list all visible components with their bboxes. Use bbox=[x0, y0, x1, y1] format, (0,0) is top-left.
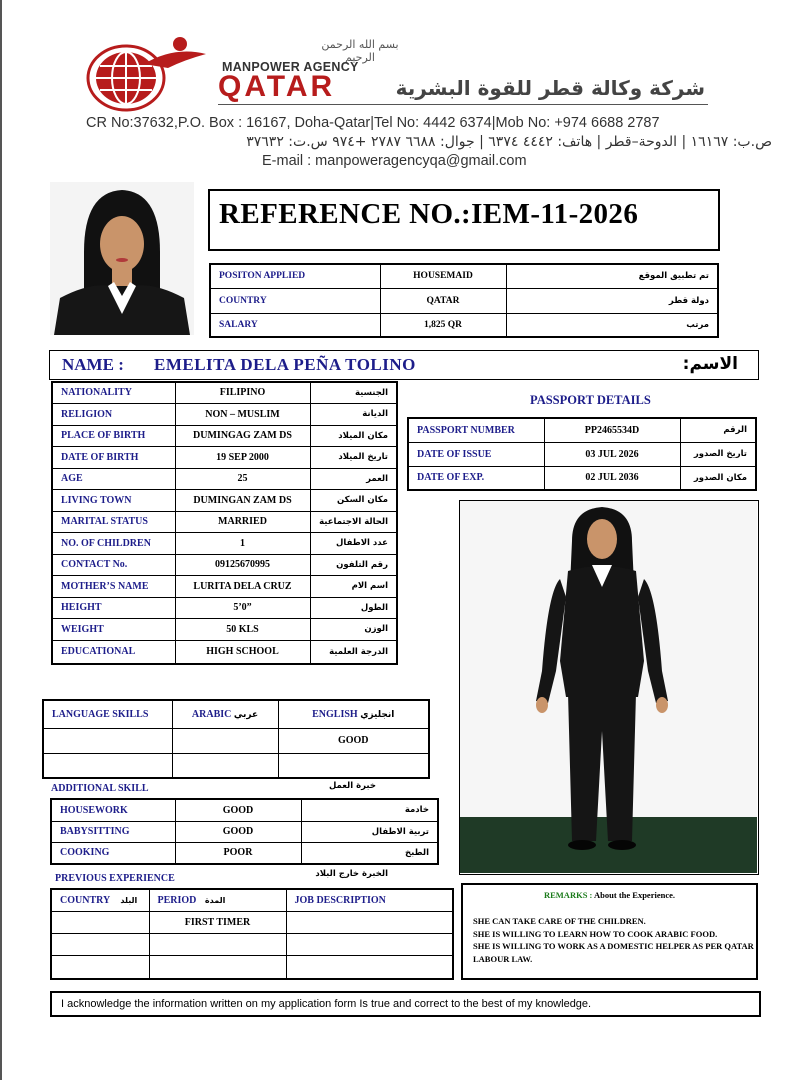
personal-value: HIGH SCHOOL bbox=[175, 640, 310, 664]
personal-label: NATIONALITY bbox=[52, 382, 175, 403]
babysitting-row bbox=[51, 821, 438, 842]
english-column bbox=[278, 700, 429, 728]
personal-arabic: عدد الاطفال bbox=[310, 532, 397, 554]
personal-value: 50 KLS bbox=[175, 618, 310, 640]
personal-row bbox=[52, 382, 397, 403]
experience-header-row bbox=[51, 889, 453, 911]
header-divider bbox=[218, 104, 708, 105]
salary-row bbox=[210, 313, 718, 337]
empty-cell bbox=[149, 933, 286, 955]
personal-arabic: الجنسية bbox=[310, 382, 397, 403]
position-label: POSITON APPLIED bbox=[210, 264, 380, 288]
additional-skill-title: ADDITIONAL SKILL bbox=[51, 783, 149, 794]
personal-label: NO. OF CHILDREN bbox=[52, 532, 175, 554]
personal-arabic: الوزن bbox=[310, 618, 397, 640]
period-column-arabic: المدة bbox=[204, 895, 226, 905]
remarks-box bbox=[461, 883, 758, 980]
salary-value: 1,825 QR bbox=[380, 313, 506, 337]
position-arabic: تم تطبيق الموقع bbox=[506, 264, 718, 288]
passport-issue-row bbox=[408, 442, 756, 466]
passport-number-value: PP2465534D bbox=[544, 418, 680, 442]
personal-arabic: الطول bbox=[310, 597, 397, 618]
passport-exp-label: DATE OF EXP. bbox=[408, 466, 544, 490]
housework-value: GOOD bbox=[175, 799, 301, 821]
country-arabic: دولة قطر bbox=[506, 288, 718, 313]
experience-blank-row bbox=[51, 933, 453, 955]
contact-line-arabic: ص.ب: ١٦١٦٧ | الدوحة–قطر | هاتف: ٤٤٤٢ ٦٣٧٤ | جوال: ٦٦٨٨ ٢٧٨٧ +٩٧٤ س.ت: ٣٧٦٣٢ bbox=[246, 134, 772, 150]
previous-experience-title-arabic: الخبرة خارج البلاد bbox=[315, 869, 388, 879]
salary-label: SALARY bbox=[210, 313, 380, 337]
remarks-line: SHE IS WILLING TO WORK AS A DOMESTIC HELPER AS PER QATAR LABOUR LAW. bbox=[473, 941, 754, 964]
personal-label: WEIGHT bbox=[52, 618, 175, 640]
position-value: HOUSEMAID bbox=[380, 264, 506, 288]
additional-skill-title-arabic: خبرة العمل bbox=[328, 781, 376, 791]
personal-label: CONTACT No. bbox=[52, 554, 175, 575]
remarks-line: SHE CAN TAKE CARE OF THE CHILDREN. bbox=[473, 916, 646, 926]
personal-label: EDUCATIONAL bbox=[52, 640, 175, 664]
applicant-headshot bbox=[50, 182, 194, 335]
personal-label: DATE OF BIRTH bbox=[52, 446, 175, 468]
passport-issue-value: 03 JUL 2026 bbox=[544, 442, 680, 466]
personal-value: MARRIED bbox=[175, 511, 310, 532]
arabic-column bbox=[172, 700, 278, 728]
bismillah: بسم الله الرحمن الرحيم bbox=[321, 38, 399, 64]
personal-row bbox=[52, 446, 397, 468]
personal-arabic: العمر bbox=[310, 468, 397, 489]
babysitting-value: GOOD bbox=[175, 821, 301, 842]
personal-row bbox=[52, 618, 397, 640]
passport-exp-value: 02 JUL 2036 bbox=[544, 466, 680, 490]
experience-table bbox=[50, 888, 454, 980]
cooking-value: POOR bbox=[175, 842, 301, 864]
empty-cell bbox=[149, 955, 286, 979]
passport-number-row bbox=[408, 418, 756, 442]
language-blank-row bbox=[43, 753, 429, 778]
empty-cell bbox=[51, 933, 149, 955]
language-table bbox=[42, 699, 430, 779]
personal-arabic: رقم التلفون bbox=[310, 554, 397, 575]
passport-number-arabic: الرقم bbox=[680, 418, 756, 442]
passport-issue-label: DATE OF ISSUE bbox=[408, 442, 544, 466]
personal-label: MOTHER’S NAME bbox=[52, 575, 175, 597]
remarks-title: REMARKS : bbox=[543, 890, 593, 900]
personal-value: 5’0” bbox=[175, 597, 310, 618]
personal-row bbox=[52, 532, 397, 554]
personal-value: LURITA DELA CRUZ bbox=[175, 575, 310, 597]
period-column-label: PERIOD bbox=[157, 894, 197, 906]
housework-arabic: خادمة bbox=[301, 799, 438, 821]
personal-value: 19 SEP 2000 bbox=[175, 446, 310, 468]
personal-row bbox=[52, 511, 397, 532]
additional-skill-table bbox=[50, 798, 439, 865]
remarks-line: SHE IS WILLING TO LEARN HOW TO COOK ARABIC FOOD. bbox=[473, 928, 718, 939]
empty-cell bbox=[286, 911, 453, 933]
applicant-name: EMELITA DELA PEÑA TOLINO bbox=[154, 355, 416, 374]
personal-value: 1 bbox=[175, 532, 310, 554]
country-column-label: COUNTRY bbox=[60, 894, 110, 906]
personal-label: RELIGION bbox=[52, 403, 175, 425]
passport-number-label: PASSPORT NUMBER bbox=[408, 418, 544, 442]
personal-value: NON – MUSLIM bbox=[175, 403, 310, 425]
country-value: QATAR bbox=[380, 288, 506, 313]
experience-period: FIRST TIMER bbox=[149, 911, 286, 933]
experience-blank-row bbox=[51, 955, 453, 979]
personal-arabic: تاريخ الميلاد bbox=[310, 446, 397, 468]
empty-cell bbox=[286, 933, 453, 955]
period-column bbox=[149, 889, 286, 911]
email-line: E-mail : manpoweragencyqa@gmail.com bbox=[262, 153, 527, 169]
agency-name-arabic: شركة وكالة قطر للقوة البشرية bbox=[395, 76, 705, 100]
personal-label: HEIGHT bbox=[52, 597, 175, 618]
english-column-label: ENGLISH bbox=[312, 708, 358, 720]
job-description-column: JOB DESCRIPTION bbox=[286, 889, 453, 911]
empty-cell bbox=[51, 955, 149, 979]
personal-value: DUMINGAN ZAM DS bbox=[175, 489, 310, 511]
personal-row bbox=[52, 403, 397, 425]
empty-cell bbox=[172, 753, 278, 778]
passport-title: PASSPORT DETAILS bbox=[530, 393, 651, 407]
personal-arabic: الحالة الاجتماعية bbox=[310, 511, 397, 532]
experience-row bbox=[51, 911, 453, 933]
position-table bbox=[209, 263, 719, 338]
remarks-heading bbox=[463, 890, 756, 900]
previous-experience-title: PREVIOUS EXPERIENCE bbox=[55, 873, 175, 884]
personal-value: 25 bbox=[175, 468, 310, 489]
personal-value: FILIPINO bbox=[175, 382, 310, 403]
personal-label: AGE bbox=[52, 468, 175, 489]
personal-arabic: الدرجة العلمية bbox=[310, 640, 397, 664]
cooking-row bbox=[51, 842, 438, 864]
name-bar bbox=[49, 350, 759, 380]
personal-value: DUMINGAG ZAM DS bbox=[175, 425, 310, 446]
reference-box bbox=[208, 189, 720, 251]
personal-arabic: اسم الام bbox=[310, 575, 397, 597]
language-level-row bbox=[43, 728, 429, 753]
empty-cell bbox=[51, 911, 149, 933]
language-label: LANGUAGE SKILLS bbox=[43, 700, 172, 728]
page-edge bbox=[0, 0, 2, 1080]
babysitting-arabic: تربية الاطفال bbox=[301, 821, 438, 842]
personal-arabic: الديانة bbox=[310, 403, 397, 425]
personal-label: MARITAL STATUS bbox=[52, 511, 175, 532]
babysitting-label: BABYSITTING bbox=[51, 821, 175, 842]
applicant-full-photo bbox=[459, 500, 759, 875]
empty-cell bbox=[43, 753, 172, 778]
personal-arabic: مكان السكن bbox=[310, 489, 397, 511]
personal-row bbox=[52, 554, 397, 575]
agency-name-line1: MANPOWER AGENCY bbox=[222, 60, 359, 74]
arabic-level bbox=[172, 728, 278, 753]
personal-value: 09125670995 bbox=[175, 554, 310, 575]
remarks-subtitle: About the Experience. bbox=[592, 890, 676, 900]
position-row bbox=[210, 264, 718, 288]
personal-details-table bbox=[51, 381, 398, 665]
passport-exp-row bbox=[408, 466, 756, 490]
name-label-arabic: الاسم: bbox=[682, 354, 738, 374]
arabic-column-label: ARABIC bbox=[191, 708, 232, 720]
cooking-arabic: الطبخ bbox=[301, 842, 438, 864]
acknowledgement-box bbox=[50, 991, 761, 1017]
passport-exp-arabic: مكان الصدور bbox=[680, 466, 756, 490]
personal-row bbox=[52, 640, 397, 664]
personal-row bbox=[52, 575, 397, 597]
empty-cell bbox=[278, 753, 429, 778]
name-label: NAME : bbox=[62, 355, 124, 374]
country-column-arabic: البلد bbox=[120, 895, 138, 905]
acknowledgement-text: I acknowledge the information written on my application form Is true and correct to the best of my knowledge. bbox=[61, 998, 592, 1010]
housework-label: HOUSEWORK bbox=[51, 799, 175, 821]
empty-cell bbox=[286, 955, 453, 979]
contact-line: CR No:37632,P.O. Box : 16167, Doha-Qatar|Tel No: 4442 6374|Mob No: +974 6688 2787 bbox=[86, 115, 660, 131]
language-header-row bbox=[43, 700, 429, 728]
agency-logo bbox=[84, 34, 214, 114]
personal-arabic: مكان الميلاد bbox=[310, 425, 397, 446]
english-level: GOOD bbox=[278, 728, 429, 753]
personal-label: PLACE OF BIRTH bbox=[52, 425, 175, 446]
agency-name-line2: QATAR bbox=[218, 70, 336, 103]
empty-cell bbox=[43, 728, 172, 753]
arabic-column-arabic: عربي bbox=[233, 709, 259, 720]
country-row bbox=[210, 288, 718, 313]
salary-arabic: مرتب bbox=[506, 313, 718, 337]
passport-table bbox=[407, 417, 757, 491]
personal-row bbox=[52, 425, 397, 446]
housework-row bbox=[51, 799, 438, 821]
country-column bbox=[51, 889, 149, 911]
personal-row bbox=[52, 489, 397, 511]
personal-row bbox=[52, 597, 397, 618]
english-column-arabic: انجليزي bbox=[360, 709, 395, 720]
cooking-label: COOKING bbox=[51, 842, 175, 864]
remarks-lines bbox=[473, 915, 755, 965]
country-label: COUNTRY bbox=[210, 288, 380, 313]
personal-label: LIVING TOWN bbox=[52, 489, 175, 511]
reference-number: REFERENCE NO.:IEM-11-2026 bbox=[219, 198, 639, 230]
personal-row bbox=[52, 468, 397, 489]
passport-issue-arabic: تاريخ الصدور bbox=[680, 442, 756, 466]
